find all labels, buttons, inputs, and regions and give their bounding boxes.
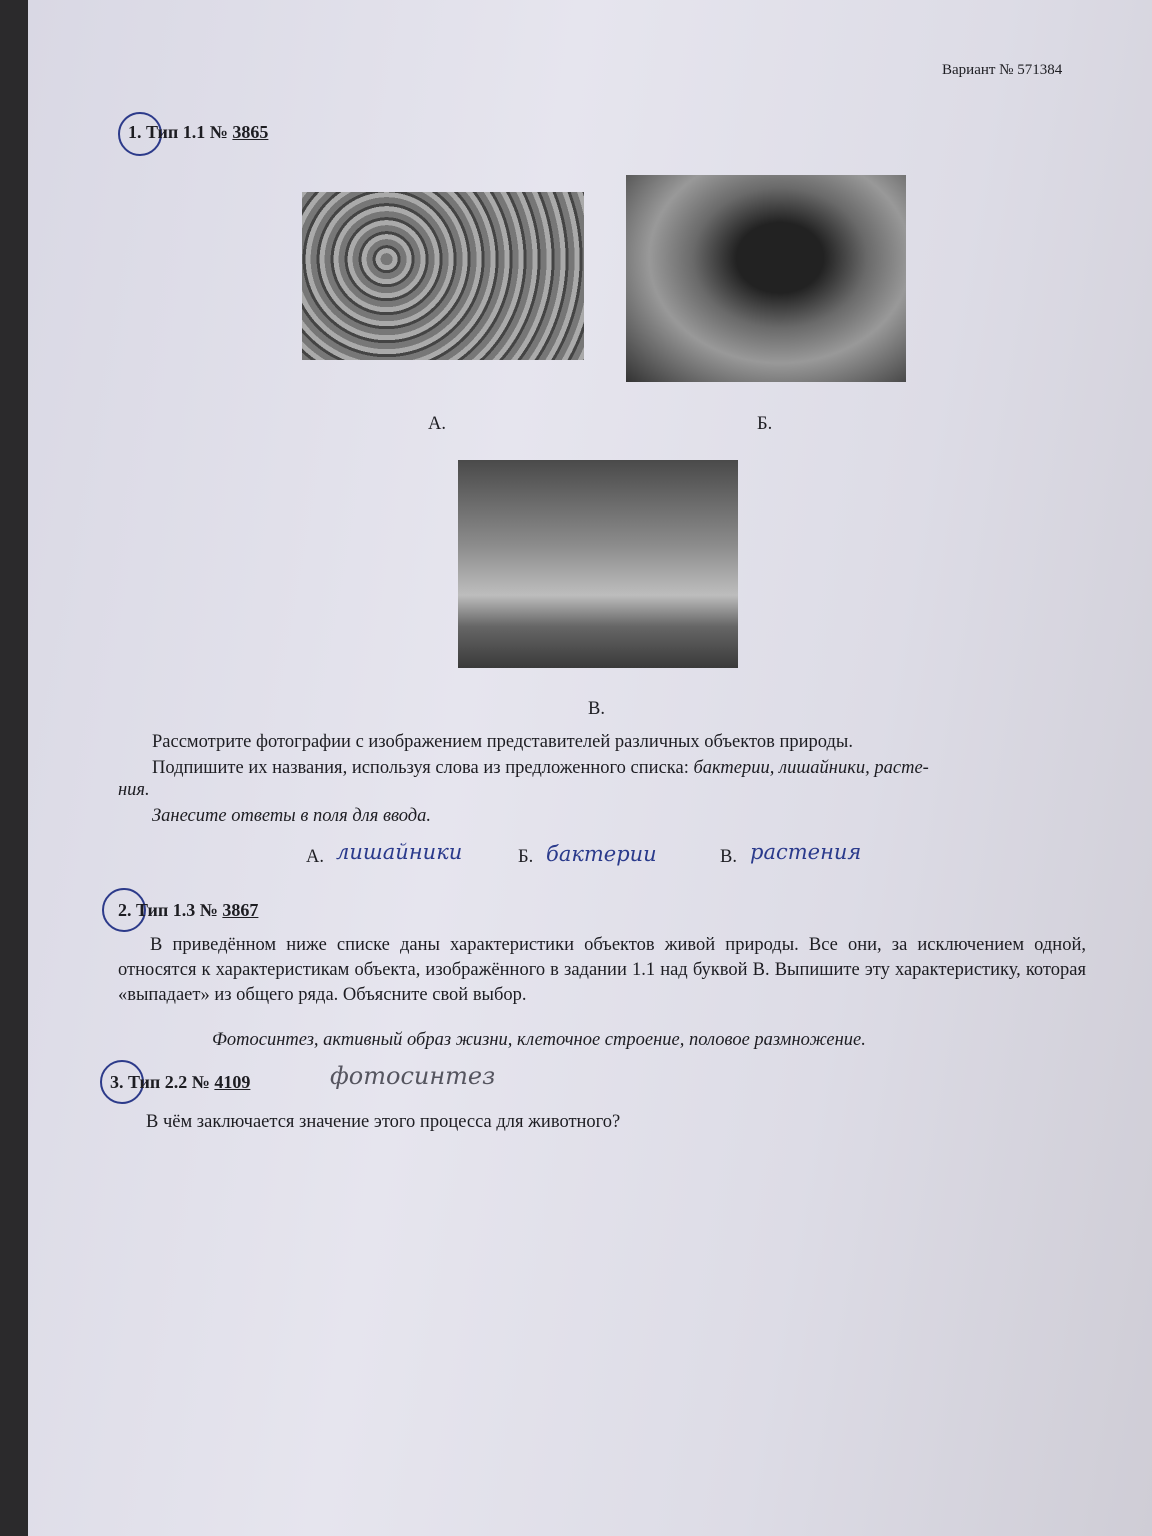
characteristics-list: Фотосинтез, активный образ жизни, клеточное строение, половое размножение.: [212, 1030, 866, 1050]
bacteria-photo: [626, 175, 906, 382]
label-a: А.: [428, 414, 446, 434]
lichen-photo: [302, 192, 584, 360]
answer-b-label: Б.: [518, 847, 534, 867]
answer-2-handwritten[interactable]: фотосинтез: [330, 1062, 496, 1090]
variant-number: Вариант № 571384: [942, 62, 1063, 78]
instruction-2: Подпишите их названия, используя слова из предложенного списка: бактерии, лишайники, расте-: [152, 758, 929, 778]
answer-v-field[interactable]: растения: [750, 840, 862, 864]
question-3-text: В чём заключается значение этого процесса для животного?: [146, 1112, 621, 1132]
sunflower-photo: [458, 460, 738, 668]
answer-a-field[interactable]: лишайники: [336, 840, 463, 864]
instruction-1: Рассмотрите фотографии с изображением представителей различных объектов природы.: [152, 732, 853, 752]
question-3-header: 3. Тип 2.2 № 4109: [110, 1072, 251, 1092]
question-2-text: В приведённом ниже списке даны характеристики объектов живой природы. Все они, за исключением одной, относятся к характеристикам объекта, изображённого в задании 1.1 над буквой В. Выпишите эту характеристику, которая «выпадает» из общего ряда. Объясните свой выбор.: [118, 935, 1086, 1005]
label-b: Б.: [757, 414, 773, 434]
question-1-header: 1. Тип 1.1 № 3865: [128, 122, 269, 142]
answer-b-field[interactable]: бактерии: [546, 842, 657, 866]
instruction-3: Занесите ответы в поля для ввода.: [152, 806, 432, 826]
instruction-2-end: ния.: [118, 780, 150, 800]
label-v: В.: [588, 699, 605, 719]
answer-a-label: А.: [306, 847, 324, 867]
question-2-header: 2. Тип 1.3 № 3867: [118, 900, 259, 920]
answer-v-label: В.: [720, 847, 737, 867]
